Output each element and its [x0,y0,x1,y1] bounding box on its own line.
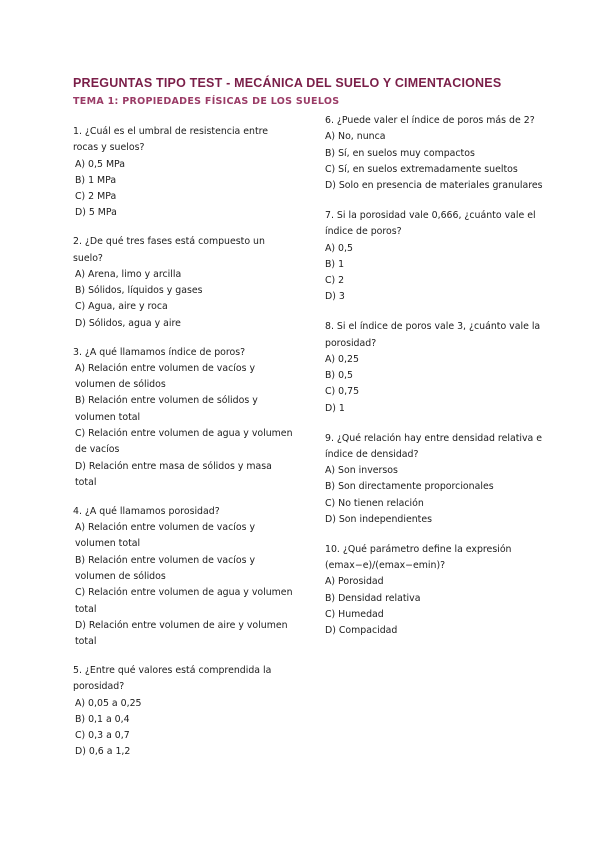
answer-option-b: B) Relación entre volumen de sólidos y volumen total [75,395,258,423]
question-text: 10. ¿Qué parámetro define la expresión (emax−e)/(emax−emin)? [325,543,512,572]
question-text: 2. ¿De qué tres fases está compuesto un suelo? [73,236,265,264]
answer-option-c: C) 2 MPa [75,191,117,203]
answer-options [325,241,547,306]
answer-options [325,574,547,639]
answer-option-d: D) Solo en presencia de materiales granulares [325,180,543,192]
questions-column-right [325,113,547,653]
answer-option-a: A) Porosidad [325,576,384,588]
question-text: 6. ¿Puede valer el índice de poros más de 2? [325,115,535,126]
answer-option-c: C) Relación entre volumen de agua y volumen de vacíos [75,428,293,456]
answer-option-a: A) Relación entre volumen de vacíos y volumen total [75,522,256,550]
page-title: PREGUNTAS TIPO TEST - MECÁNICA DEL SUELO Y CIMENTACIONES [73,76,502,90]
question-text: 3. ¿A qué llamamos índice de poros? [73,346,246,358]
question-6 [325,113,547,194]
question-1 [73,124,295,222]
question-text: 1. ¿Cuál es el umbral de resistencia entre rocas y suelos? [73,126,269,154]
answer-option-a: A) Relación entre volumen de vacíos y volumen de sólidos [75,362,256,391]
answer-option-d: D) Sólidos, agua y aire [75,317,181,329]
answer-options [73,520,295,650]
answer-option-a: A) 0,25 [325,353,359,365]
question-text: 7. Si la porosidad vale 0,666, ¿cuánto vale el índice de poros? [325,209,536,238]
answer-option-a: A) No, nunca [325,131,386,143]
question-text: 4. ¿A qué llamamos porosidad? [73,505,220,517]
answer-option-c: C) 0,75 [325,386,360,398]
answer-option-a: A) Son inversos [325,465,398,477]
answer-option-c: C) 0,3 a 0,7 [75,730,130,742]
answer-option-d: D) Compacidad [325,625,398,637]
answer-option-d: D) 3 [325,291,345,303]
answer-option-a: A) 0,5 [325,242,353,254]
answer-option-b: B) Sí, en suelos muy compactos [325,147,475,159]
answer-option-d: D) Son independientes [325,514,432,526]
answer-option-b: B) 1 MPa [75,174,117,186]
answer-option-b: B) 0,5 [325,370,353,382]
answer-option-b: B) 0,1 a 0,4 [75,713,130,725]
question-8 [325,319,547,417]
answer-option-d: D) 5 MPa [75,207,117,219]
answer-options [325,352,547,417]
answer-option-b: B) Relación entre volumen de vacíos y volumen de sólidos [75,554,256,582]
answer-option-c: C) Agua, aire y roca [75,301,168,313]
question-7 [325,208,547,306]
answer-option-c: C) Relación entre volumen de agua y volumen total [75,587,293,615]
answer-option-c: C) Sí, en suelos extremadamente sueltos [325,163,518,175]
section-subtitle: TEMA 1: PROPIEDADES FÍSICAS DE LOS SUELOS [73,96,340,107]
question-5 [73,663,295,761]
answer-option-c: C) Humedad [325,609,384,621]
answer-option-c: C) No tienen relación [325,497,424,509]
answer-option-c: C) 2 [325,275,345,287]
answer-option-b: B) Densidad relativa [325,592,421,604]
answer-option-d: D) Relación entre volumen de aire y volumen total [75,619,288,648]
answer-option-a: A) Arena, limo y arcilla [75,268,182,280]
answer-options [73,157,295,222]
question-4 [73,504,295,651]
answer-options [73,267,295,332]
answer-option-d: D) 0,6 a 1,2 [75,746,131,758]
answer-options [73,696,295,761]
question-10 [325,542,547,640]
question-2 [73,234,295,332]
answer-option-d: D) 1 [325,402,345,414]
answer-options [325,129,547,194]
questions-column-left [73,124,295,773]
question-text: 8. Si el índice de poros vale 3, ¿cuánto vale la porosidad? [325,321,541,349]
answer-options [325,463,547,528]
answer-option-b: B) Sólidos, líquidos y gases [75,285,203,297]
answer-option-b: B) 1 [325,258,345,270]
question-text: 5. ¿Entre qué valores está comprendida la porosidad? [73,664,272,693]
answer-options [73,361,295,491]
answer-option-a: A) 0,5 MPa [75,158,126,170]
question-9 [325,431,547,529]
answer-option-d: D) Relación entre masa de sólidos y masa total [75,460,272,488]
answer-option-b: B) Son directamente proporcionales [325,481,494,493]
question-text: 9. ¿Qué relación hay entre densidad relativa e índice de densidad? [325,432,543,460]
answer-option-a: A) 0,05 a 0,25 [75,697,142,709]
question-3 [73,345,295,492]
